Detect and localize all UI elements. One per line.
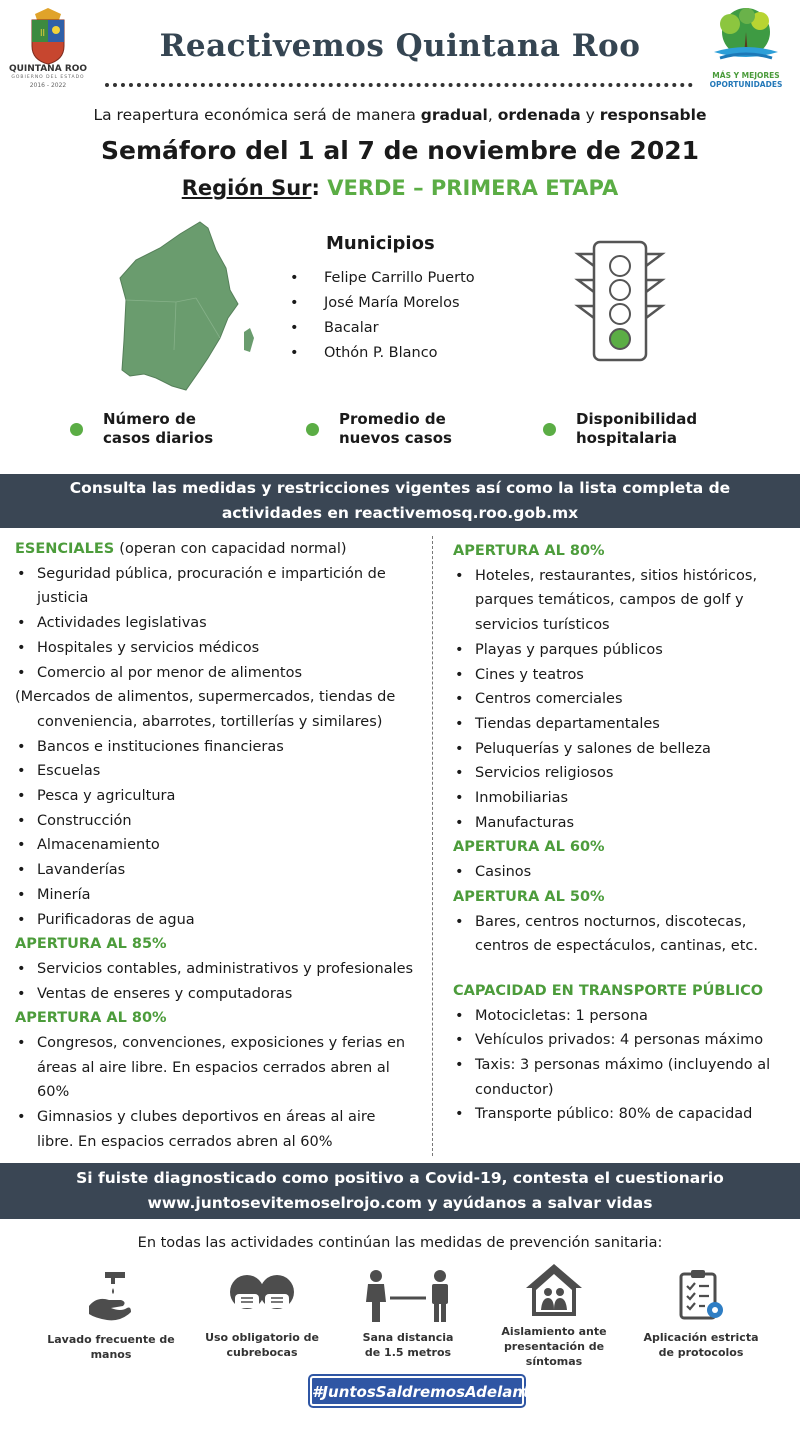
- icon-label: Sana distancia: [362, 1331, 454, 1344]
- indicator-hospital: [543, 410, 697, 448]
- list-item: • Construcción: [15, 809, 425, 834]
- logo-line2: OPORTUNIDADES: [709, 80, 783, 89]
- list-item: • Pesca y agricultura: [15, 784, 425, 809]
- icon-label: presentación de: [503, 1340, 605, 1353]
- prevention-icons-row: [0, 1260, 800, 1380]
- statement-sep: ,: [487, 106, 498, 124]
- list-item: • Congresos, convenciones, exposiciones y ferias en: [15, 1031, 425, 1056]
- list-item: • Casinos: [453, 860, 793, 885]
- list-item-note: [15, 685, 425, 734]
- tree-icon: [700, 6, 792, 70]
- list-item: • Lavanderías: [15, 858, 425, 883]
- region-color-status: VERDE – PRIMERA ETAPA: [327, 176, 619, 200]
- right-activities-column: [453, 539, 793, 1127]
- list-item: • Bares, centros nocturnos, discotecas,: [453, 910, 793, 935]
- handwash-icon: [81, 1266, 141, 1326]
- list-item: • Gimnasios y clubes deportivos en áreas al aire: [15, 1105, 425, 1130]
- indicator-daily-cases: [70, 410, 213, 448]
- state-government: GOBIERNO DEL ESTADO: [11, 75, 85, 80]
- list-item: • Taxis: 3 personas máximo (incluyendo al: [453, 1053, 793, 1078]
- section-apertura-80-right: APERTURA AL 80%: [453, 543, 605, 559]
- icon-label: Uso obligatorio de: [205, 1331, 319, 1344]
- section-title: ESENCIALES: [15, 541, 115, 557]
- list-item: • Purificadoras de agua: [15, 908, 425, 933]
- list-item: • Playas y parques públicos: [453, 638, 793, 663]
- column-divider: [432, 536, 433, 1156]
- icon-label: de protocolos: [658, 1346, 744, 1359]
- banner-line: Si fuiste diagnosticado como positivo a Covid-19, contesta el cuestionario: [76, 1169, 724, 1187]
- list-item-continued: centros de espectáculos, cantinas, etc.: [475, 938, 758, 955]
- note-line: (Mercados de alimentos, supermercados, tiendas de: [15, 689, 396, 706]
- semaforo-headline: Semáforo del 1 al 7 de noviembre de 2021: [100, 136, 700, 165]
- traffic-light-icon: [570, 240, 670, 362]
- statement-gradual: gradual: [420, 106, 488, 124]
- list-item: • Bacalar: [290, 320, 475, 345]
- municipio-name: José María Morelos: [324, 295, 460, 311]
- list-item: • Ventas de enseres y computadoras: [15, 982, 425, 1007]
- green-dot-icon: [306, 423, 319, 436]
- consulta-banner: [0, 474, 800, 528]
- list-item: • Servicios religiosos: [453, 761, 793, 786]
- list-item: • Othón P. Blanco: [290, 345, 475, 370]
- list-item-continued: servicios turísticos: [475, 617, 610, 634]
- list-item-continued: libre. En espacios cerrados abren al 60%: [37, 1133, 333, 1150]
- list-item-continued: parques temáticos, campos de golf y: [475, 592, 744, 609]
- section-apertura-80-left: APERTURA AL 80%: [15, 1010, 167, 1027]
- section-transporte: CAPACIDAD EN TRANSPORTE PÚBLICO: [453, 982, 764, 999]
- list-item: • Centros comerciales: [453, 687, 793, 712]
- covid-banner: [0, 1163, 800, 1219]
- indicator-line: Promedio de: [339, 410, 446, 428]
- checklist-icon: [673, 1268, 729, 1324]
- list-item: • Bancos e instituciones financieras: [15, 735, 425, 760]
- indicators-row: [0, 410, 800, 456]
- list-item: • Hospitales y servicios médicos: [15, 636, 425, 661]
- prevention-item-protocols: [626, 1268, 776, 1360]
- icon-label: cubrebocas: [226, 1346, 298, 1359]
- icon-label: manos: [90, 1348, 132, 1361]
- prevention-item-mask: [187, 1268, 337, 1360]
- icon-label: Lavado frecuente de: [47, 1333, 175, 1346]
- list-item: • Minería: [15, 883, 425, 908]
- left-activities-column: [15, 537, 425, 1155]
- list-item: • Escuelas: [15, 759, 425, 784]
- statement-text: La reapertura económica será de manera: [93, 106, 421, 124]
- list-item: • Manufacturas: [453, 811, 793, 836]
- icon-label: de 1.5 metros: [364, 1346, 452, 1359]
- prevention-item-isolation: [479, 1260, 629, 1369]
- dotted-divider: [105, 83, 693, 87]
- list-item: • José María Morelos: [290, 295, 475, 320]
- svg-text:ll: ll: [40, 29, 46, 39]
- distance-icon: [358, 1268, 458, 1324]
- list-item: • Felipe Carrillo Puerto: [290, 270, 475, 295]
- reopening-statement: [0, 106, 800, 124]
- list-item-continued: justicia: [37, 590, 89, 607]
- municipios-title: Municipios: [326, 233, 435, 254]
- section-apertura-60: APERTURA AL 60%: [453, 839, 605, 856]
- list-item: • Tiendas departamentales: [453, 712, 793, 737]
- list-item-continued: conductor): [475, 1081, 554, 1098]
- indicator-new-cases: [306, 410, 452, 448]
- icon-label: síntomas: [525, 1355, 583, 1368]
- banner-line: www.juntosevitemoselrojo.com y ayúdanos a salvar vidas: [147, 1194, 653, 1212]
- list-item-continued: 60%: [37, 1084, 70, 1101]
- municipios-list: [290, 270, 475, 370]
- municipio-name: Felipe Carrillo Puerto: [324, 270, 475, 286]
- icon-label: Aislamiento ante: [501, 1325, 607, 1338]
- list-item: • Inmobiliarias: [453, 786, 793, 811]
- section-apertura-50: APERTURA AL 50%: [453, 888, 605, 905]
- list-item: • Motocicletas: 1 persona: [453, 1004, 793, 1029]
- state-name: QUINTANA ROO: [8, 64, 88, 74]
- indicator-line: hospitalaria: [576, 429, 678, 447]
- indicator-line: Disponibilidad: [576, 410, 698, 428]
- prevention-item-handwash: [36, 1266, 186, 1362]
- section-esenciales: [15, 537, 425, 562]
- home-isolation-icon: [522, 1260, 586, 1318]
- list-item: • Seguridad pública, procuración e impartición de: [15, 562, 425, 587]
- list-item: • Peluquerías y salones de belleza: [453, 737, 793, 762]
- indicator-line: nuevos casos: [339, 429, 452, 447]
- face-mask-icon: [227, 1268, 297, 1324]
- prevention-item-distance: [333, 1268, 483, 1360]
- list-item: • Comercio al por menor de alimentos: [15, 661, 425, 686]
- list-item: • Cines y teatros: [453, 663, 793, 688]
- list-item: • Actividades legislativas: [15, 611, 425, 636]
- green-dot-icon: [543, 423, 556, 436]
- statement-ordenada: ordenada: [497, 106, 581, 124]
- green-dot-icon: [70, 423, 83, 436]
- opportunities-logo: [700, 6, 792, 92]
- banner-line: Consulta las medidas y restricciones vigentes así como la lista completa de: [69, 479, 731, 497]
- list-item: • Almacenamiento: [15, 833, 425, 858]
- state-years: 2016 - 2022: [29, 82, 67, 89]
- list-item-continued: áreas al aire libre. En espacios cerrados abren al: [37, 1059, 390, 1076]
- note-line: conveniencia, abarrotes, tortillerías y similares): [37, 713, 383, 730]
- list-item: • Hoteles, restaurantes, sitios históricos,: [453, 564, 793, 589]
- indicator-line: Número de: [103, 410, 196, 428]
- list-item: • Transporte público: 80% de capacidad: [453, 1102, 793, 1127]
- hashtag-badge: #JuntosSaldremosAdelante: [310, 1376, 524, 1406]
- icon-label: Aplicación estricta: [643, 1331, 759, 1344]
- list-item: • Vehículos privados: 4 personas máximo: [453, 1028, 793, 1053]
- statement-and: y: [580, 106, 600, 124]
- section-apertura-85: APERTURA AL 85%: [15, 936, 167, 953]
- section-note: (operan con capacidad normal): [119, 541, 347, 557]
- municipio-name: Bacalar: [324, 320, 379, 336]
- logo-line1: MÁS Y MEJORES: [712, 71, 780, 80]
- region-label: Región Sur: [181, 176, 312, 200]
- list-item: • Servicios contables, administrativos y profesionales: [15, 957, 425, 982]
- page-title: Reactivemos Quintana Roo: [159, 28, 641, 64]
- region-colon: :: [311, 176, 320, 200]
- region-map-icon: [116, 220, 276, 398]
- municipio-name: Othón P. Blanco: [324, 345, 438, 361]
- region-status: [0, 176, 800, 200]
- banner-line: actividades en reactivemosq.roo.gob.mx: [221, 504, 579, 522]
- prevention-note: En todas las actividades continúan las medidas de prevención sanitaria:: [137, 1235, 663, 1251]
- indicator-line: casos diarios: [103, 429, 214, 447]
- statement-responsable: responsable: [599, 106, 707, 124]
